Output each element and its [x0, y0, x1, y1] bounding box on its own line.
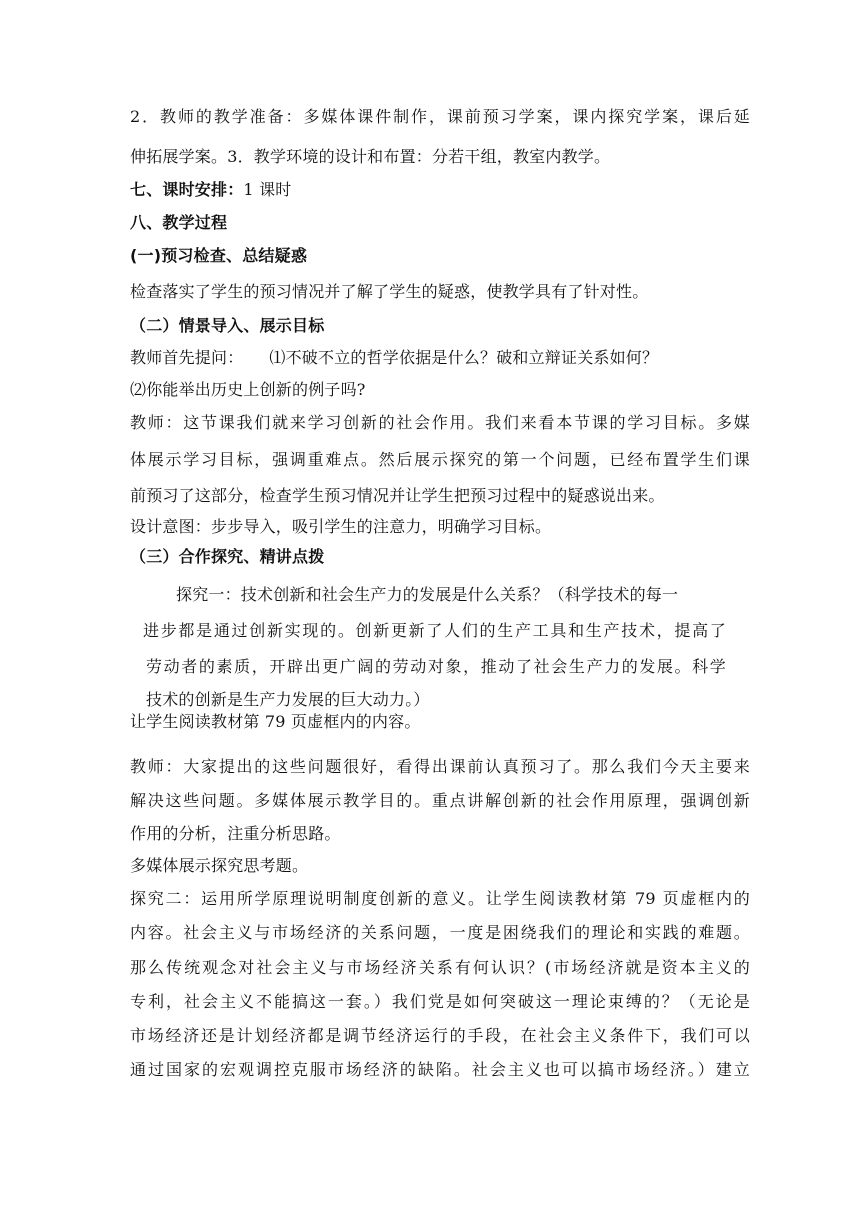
- paragraph-line: 探究二：运用所学原理说明制度创新的意义。让学生阅读教材第 79 页虚框内的: [130, 889, 750, 908]
- subsection-heading-3: （三）合作探究、精讲点拨: [130, 547, 325, 566]
- paragraph-line: 那么传统观念对社会主义与市场经济关系有何认识？(市场经济就是资本主义的: [130, 958, 750, 977]
- section-heading-7: [130, 179, 750, 201]
- paragraph-line: 内容。社会主义与市场经济的关系问题，一度是困绕我们的理论和实践的难题。: [130, 923, 750, 942]
- paragraph-line: 伸拓展学案。3．教学环境的设计和布置：分若干组，教室内教学。: [130, 147, 611, 166]
- subsection-heading-2: （二）情景导入、展示目标: [130, 316, 325, 335]
- section-value: 1 课时: [243, 180, 292, 199]
- question-line: [130, 347, 750, 369]
- paragraph-line: 设计意图：步步导入，吸引学生的注意力，明确学习目标。: [130, 517, 552, 536]
- paragraph-line: 专利，社会主义不能搞这一套。）我们党是如何突破这一理论束缚的？（无论是: [130, 992, 750, 1011]
- paragraph-line: 让学生阅读教材第 79 页虚框内的内容。: [130, 712, 421, 731]
- paragraph-line: 体展示学习目标，强调重难点。然后展示探究的第一个问题，已经布置学生们课: [130, 450, 750, 469]
- inquiry-line: 技术的创新是生产力发展的巨大动力。）: [146, 690, 430, 709]
- section-title: 课时安排：: [162, 180, 244, 199]
- question-1: ⑴不破不立的哲学依据是什么？破和立辩证关系如何？: [269, 348, 659, 367]
- paragraph-line: 2．教师的教学准备：多媒体课件制作，课前预习学案，课内探究学案，课后延: [130, 107, 750, 126]
- paragraph-line: 通过国家的宏观调控克服市场经济的缺陷。社会主义也可以搞市场经济。）建立: [130, 1060, 750, 1079]
- subsection-heading-1: (一)预习检查、总结疑惑: [130, 246, 308, 265]
- paragraph-line: 多媒体展示探究思考题。: [130, 856, 309, 875]
- paragraph-line: 作用的分析，注重分析思路。: [130, 824, 341, 843]
- section-number: 七、: [130, 180, 163, 199]
- paragraph-line: 教师：大家提出的这些问题很好，看得出课前认真预习了。那么我们今天主要来: [130, 757, 750, 776]
- paragraph-line: 前预习了这部分，检查学生预习情况并让学生把预习过程中的疑惑说出来。: [130, 486, 665, 505]
- paragraph-line: 解决这些问题。多媒体展示教学目的。重点讲解创新的社会作用原理，强调创新: [130, 791, 750, 810]
- question-2: ⑵你能举出历史上创新的例子吗?: [130, 380, 366, 399]
- teacher-prompt: 教师首先提问：: [130, 348, 244, 367]
- paragraph-line: 教师：这节课我们就来学习创新的社会作用。我们来看本节课的学习目标。多媒: [130, 413, 750, 432]
- inquiry-line: 进步都是通过创新实现的。创新更新了人们的生产工具和生产技术，提高了: [143, 621, 726, 640]
- section-heading-8: 八、教学过程: [130, 213, 228, 232]
- paragraph-line: 市场经济还是计划经济都是调节经济运行的手段，在社会主义条件下，我们可以: [130, 1026, 750, 1045]
- paragraph-line: 检查落实了学生的预习情况并了解了学生的疑惑，使教学具有了针对性。: [130, 282, 649, 301]
- inquiry-line: 劳动者的素质，开辟出更广阔的劳动对象，推动了社会生产力的发展。科学: [146, 657, 726, 676]
- inquiry-line: 探究一：技术创新和社会生产力的发展是什么关系？（科学技术的每一: [176, 585, 679, 604]
